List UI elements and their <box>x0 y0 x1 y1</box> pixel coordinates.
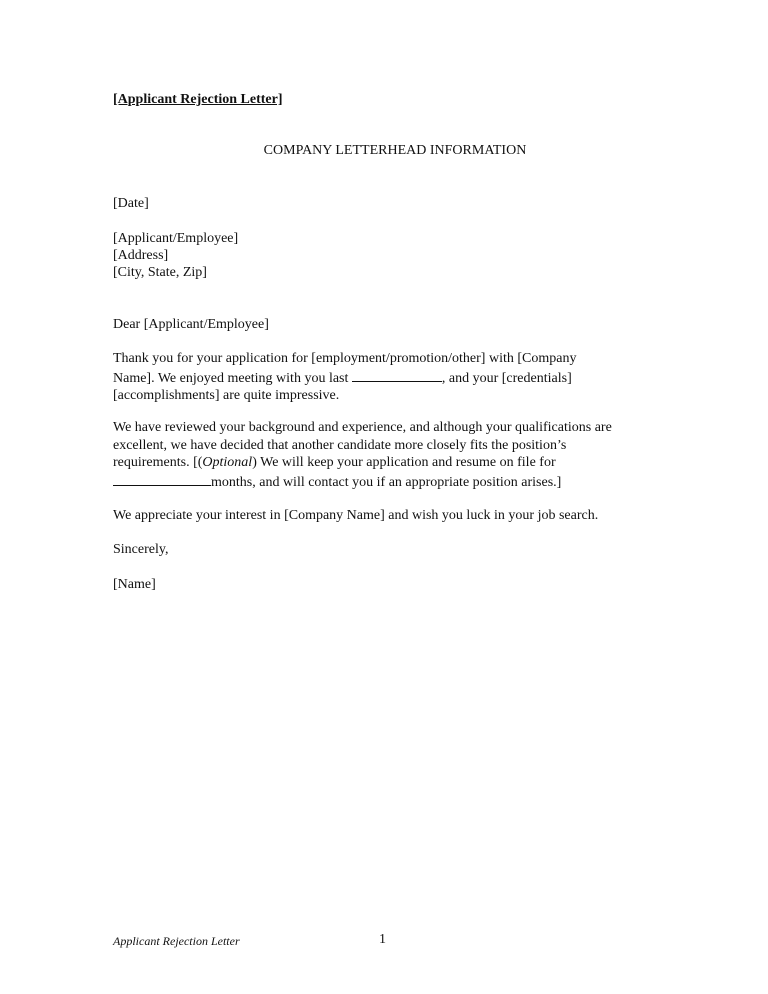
paragraph2-line4 <box>113 472 673 492</box>
footer-document-title: Applicant Rejection Letter <box>113 934 240 948</box>
paragraph2-line4-end: months, and will contact you if an appropriate position arises.] <box>211 474 562 490</box>
months-blank <box>113 472 211 486</box>
paragraph2-line1: We have reviewed your background and experience, and although your qualifications are <box>113 420 612 435</box>
signature-placeholder: [Name] <box>113 577 156 592</box>
paragraph1-line2 <box>113 368 673 388</box>
paragraph2-line2: excellent, we have decided that another candidate more closely fits the position’s <box>113 437 567 453</box>
paragraph-application-thanks <box>113 350 673 405</box>
paragraph2-line3 <box>113 454 673 472</box>
paragraph2-line3-start: requirements. [( <box>113 455 203 470</box>
footer-page-number: 1 <box>379 932 386 947</box>
paragraph1-line2-end: , and your [credentials] <box>441 370 572 386</box>
paragraph2-line3-end: ) We will keep your application and resume on file for <box>252 455 556 470</box>
closing: Sincerely, <box>113 542 169 557</box>
salutation: Dear [Applicant/Employee] <box>113 317 269 332</box>
document-title: [Applicant Rejection Letter] <box>113 92 283 107</box>
date-placeholder: [Date] <box>113 196 149 211</box>
optional-label: Optional <box>202 455 253 470</box>
paragraph1-line2-start: Name]. We enjoyed meeting with you last <box>113 370 352 386</box>
paragraph1-line1: Thank you for your application for [employment/promotion/other] with [Company <box>113 351 577 366</box>
recipient-name-line: [Applicant/Employee] <box>113 231 239 246</box>
letterhead-placeholder: COMPANY LETTERHEAD INFORMATION <box>263 143 527 158</box>
paragraph-decision <box>113 419 673 491</box>
paragraph-appreciation: We appreciate your interest in [Company Name] and wish you luck in your job search. <box>113 508 599 523</box>
recipient-address-line: [Address] <box>113 248 169 263</box>
recipient-city-line: [City, State, Zip] <box>113 265 207 280</box>
paragraph1-line3: [accomplishments] are quite impressive. <box>113 388 340 403</box>
meeting-date-blank <box>352 368 442 382</box>
